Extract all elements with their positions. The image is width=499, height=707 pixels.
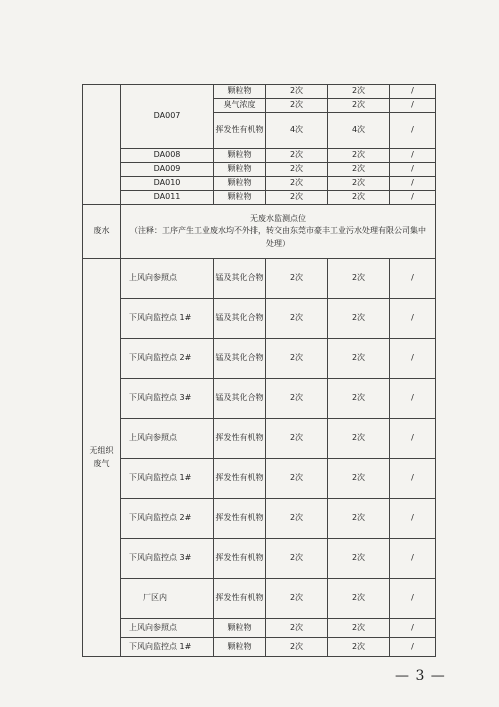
- freq2-cell: 2次: [328, 99, 390, 113]
- pollutant-cell: 颗粒物: [214, 163, 266, 177]
- note-cell: /: [390, 499, 436, 539]
- table-row: [83, 419, 436, 459]
- freq1-cell: 2次: [266, 499, 328, 539]
- table-row: [83, 177, 436, 191]
- pollutant-cell: 颗粒物: [214, 638, 266, 657]
- page-number: — 3 —: [395, 668, 446, 684]
- note-cell: /: [390, 177, 436, 191]
- note-cell: /: [390, 99, 436, 113]
- freq1-cell: 2次: [266, 539, 328, 579]
- monitoring-table: [82, 84, 436, 657]
- table-row: [83, 499, 436, 539]
- table-row: [83, 163, 436, 177]
- freq1-cell: 2次: [266, 459, 328, 499]
- table-row: [83, 379, 436, 419]
- freq2-cell: 2次: [328, 259, 390, 299]
- freq1-cell: 2次: [266, 99, 328, 113]
- freq2-cell: 2次: [328, 339, 390, 379]
- point-cell: 上风向参照点: [121, 259, 214, 299]
- note-cell: /: [390, 579, 436, 619]
- table-row: [83, 191, 436, 205]
- pollutant-cell: 颗粒物: [214, 85, 266, 99]
- note-cell: /: [390, 113, 436, 149]
- pollutant-cell: 挥发性有机物: [214, 459, 266, 499]
- point-cell: 下风向监控点 3#: [121, 379, 214, 419]
- pollutant-cell: 颗粒物: [214, 191, 266, 205]
- point-cell: DA010: [121, 177, 214, 191]
- table-row: [83, 299, 436, 339]
- pollutant-cell: 臭气浓度: [214, 99, 266, 113]
- point-cell: 下风向监控点 2#: [121, 339, 214, 379]
- table-row: [83, 85, 436, 99]
- freq2-cell: 2次: [328, 149, 390, 163]
- pollutant-cell: 挥发性有机物: [214, 499, 266, 539]
- freq2-cell: 2次: [328, 459, 390, 499]
- table-row: [83, 459, 436, 499]
- freq2-cell: 2次: [328, 579, 390, 619]
- pollutant-cell: 锰及其化合物: [214, 379, 266, 419]
- point-cell: 下风向监控点 1#: [121, 299, 214, 339]
- pollutant-cell: 锰及其化合物: [214, 299, 266, 339]
- freq1-cell: 2次: [266, 163, 328, 177]
- freq1-cell: 2次: [266, 85, 328, 99]
- freq1-cell: 2次: [266, 579, 328, 619]
- note-cell: /: [390, 259, 436, 299]
- pollutant-cell: 颗粒物: [214, 177, 266, 191]
- point-cell: 厂区内: [121, 579, 214, 619]
- pollutant-cell: 挥发性有机物: [214, 419, 266, 459]
- point-cell: DA009: [121, 163, 214, 177]
- note-cell: /: [390, 619, 436, 638]
- point-cell: 上风向参照点: [121, 419, 214, 459]
- freq2-cell: 2次: [328, 499, 390, 539]
- freq2-cell: 2次: [328, 85, 390, 99]
- note-cell: /: [390, 339, 436, 379]
- freq2-cell: 2次: [328, 163, 390, 177]
- table-row: [83, 259, 436, 299]
- pollutant-cell: 锰及其化合物: [214, 259, 266, 299]
- freq2-cell: 2次: [328, 379, 390, 419]
- table-row: [83, 539, 436, 579]
- freq1-cell: 2次: [266, 638, 328, 657]
- pollutant-cell: 挥发性有机物: [214, 579, 266, 619]
- point-cell: 下风向监控点 3#: [121, 539, 214, 579]
- freq2-cell: 2次: [328, 539, 390, 579]
- note-cell: /: [390, 191, 436, 205]
- point-cell: 下风向监控点 1#: [121, 459, 214, 499]
- table-row: [83, 619, 436, 638]
- point-cell: 下风向监控点 2#: [121, 499, 214, 539]
- freq2-cell: 2次: [328, 177, 390, 191]
- freq1-cell: 2次: [266, 259, 328, 299]
- note-cell: /: [390, 638, 436, 657]
- freq2-cell: 2次: [328, 619, 390, 638]
- table-row: [83, 149, 436, 163]
- table-row: [83, 638, 436, 657]
- note-cell: /: [390, 459, 436, 499]
- category-cell-waste-gas: [83, 85, 121, 205]
- table-row: [83, 579, 436, 619]
- note-cell: /: [390, 85, 436, 99]
- freq2-cell: 2次: [328, 419, 390, 459]
- point-cell: DA007: [121, 85, 214, 149]
- wastewater-line2: （注释：工序产生工业废水均不外排，转交由东莞市豪丰工业污水处理有限公司集中处理）: [130, 226, 426, 248]
- freq1-cell: 4次: [266, 113, 328, 149]
- table-row-wastewater: [83, 205, 436, 259]
- pollutant-cell: 锰及其化合物: [214, 339, 266, 379]
- freq1-cell: 2次: [266, 299, 328, 339]
- freq1-cell: 2次: [266, 339, 328, 379]
- freq2-cell: 2次: [328, 638, 390, 657]
- note-cell: /: [390, 379, 436, 419]
- note-cell: /: [390, 163, 436, 177]
- note-cell: /: [390, 419, 436, 459]
- pollutant-cell: 颗粒物: [214, 149, 266, 163]
- freq2-cell: 4次: [328, 113, 390, 149]
- freq1-cell: 2次: [266, 619, 328, 638]
- freq1-cell: 2次: [266, 379, 328, 419]
- freq1-cell: 2次: [266, 149, 328, 163]
- note-cell: /: [390, 149, 436, 163]
- point-cell: 上风向参照点: [121, 619, 214, 638]
- point-cell: DA008: [121, 149, 214, 163]
- table-row: [83, 339, 436, 379]
- pollutant-cell: 挥发性有机物: [214, 539, 266, 579]
- note-cell: /: [390, 299, 436, 339]
- note-cell: /: [390, 539, 436, 579]
- freq2-cell: 2次: [328, 299, 390, 339]
- category-cell-fugitive: 无组织废气: [83, 259, 121, 657]
- point-cell: 下风向监控点 1#: [121, 638, 214, 657]
- freq1-cell: 2次: [266, 177, 328, 191]
- freq2-cell: 2次: [328, 191, 390, 205]
- wastewater-note-cell: [121, 205, 436, 259]
- pollutant-cell: 挥发性有机物: [214, 113, 266, 149]
- wastewater-line1: 无废水监测点位: [250, 213, 306, 223]
- freq1-cell: 2次: [266, 191, 328, 205]
- freq1-cell: 2次: [266, 419, 328, 459]
- category-cell-wastewater: 废水: [83, 205, 121, 259]
- point-cell: DA011: [121, 191, 214, 205]
- pollutant-cell: 颗粒物: [214, 619, 266, 638]
